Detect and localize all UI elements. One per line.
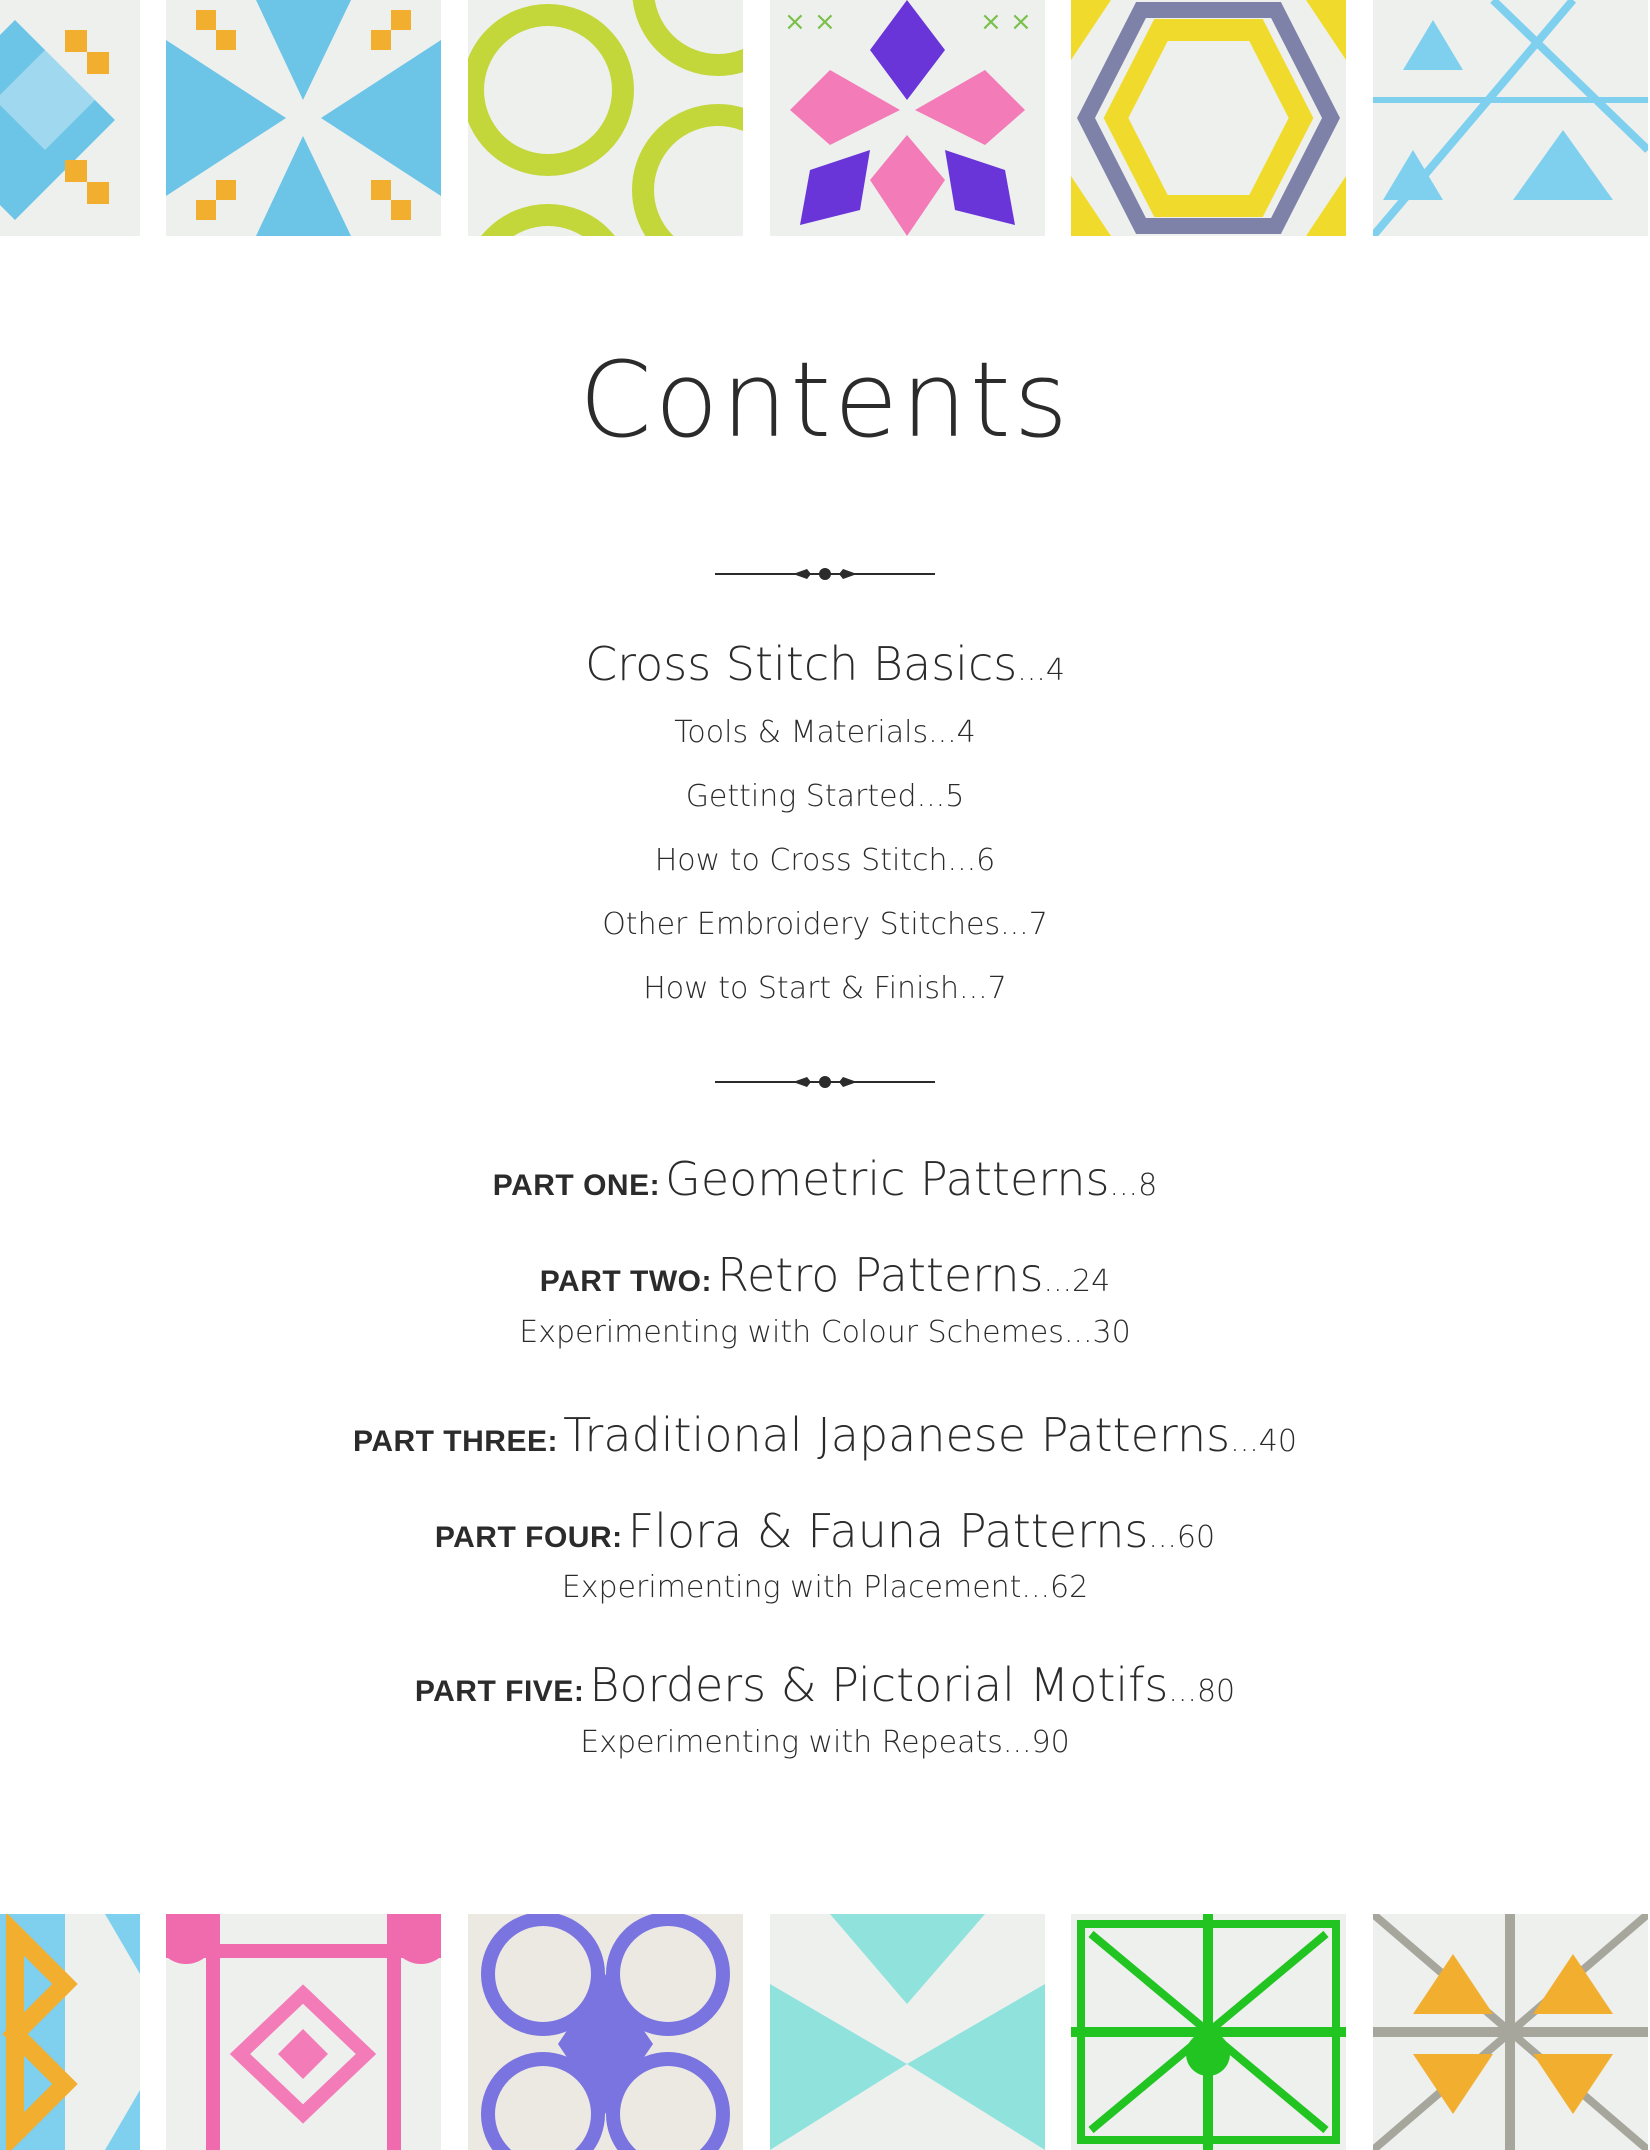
toc-part-five[interactable] — [0, 1658, 1650, 1712]
toc-item-start-finish[interactable]: How to Start & Finish...7 — [643, 971, 1007, 1006]
blue-orange-pattern-icon — [0, 0, 140, 236]
basics-heading[interactable] — [0, 637, 1650, 691]
part-title: Flora & Fauna Patterns — [627, 1504, 1149, 1558]
toc-item-other-stitches[interactable]: Other Embroidery Stitches...7 — [602, 907, 1048, 942]
part-page: ...60 — [1148, 1520, 1216, 1555]
svg-text:× ×: × × — [980, 7, 1032, 37]
part-label: PART FOUR: — [434, 1521, 623, 1554]
blue-triangles-pattern-icon — [1373, 0, 1648, 236]
basics-title: Cross Stitch Basics — [585, 637, 1018, 691]
toc-part-three[interactable] — [0, 1408, 1650, 1462]
part-label: PART THREE: — [353, 1425, 558, 1458]
toc-part-two[interactable] — [0, 1248, 1650, 1302]
toc-part-one[interactable] — [0, 1152, 1650, 1206]
part-title: Retro Patterns — [717, 1248, 1044, 1302]
ornament-divider-icon — [715, 1072, 935, 1092]
part-title: Traditional Japanese Patterns — [563, 1408, 1231, 1462]
orange-blue-pattern-icon — [0, 1914, 140, 2150]
toc-part-four[interactable] — [0, 1504, 1650, 1558]
part-page: ...40 — [1230, 1424, 1297, 1459]
part-label: PART FIVE: — [414, 1675, 585, 1708]
gray-orange-pattern-icon — [1373, 1914, 1648, 2150]
toc-item-how-to-cross-stitch[interactable]: How to Cross Stitch...6 — [654, 843, 996, 878]
part-page: ...80 — [1168, 1674, 1236, 1709]
toc-item-colour-schemes[interactable]: Experimenting with Colour Schemes...30 — [519, 1315, 1131, 1350]
part-label: PART ONE: — [492, 1169, 661, 1202]
toc-item-repeats[interactable]: Experimenting with Repeats...90 — [580, 1725, 1070, 1760]
green-snowflake-pattern-icon — [1071, 1914, 1346, 2150]
svg-text:× ×: × × — [784, 7, 836, 37]
top-pattern-strip — [0, 0, 1650, 236]
toc-item-tools-materials[interactable]: Tools & Materials...4 — [674, 715, 976, 750]
pink-purple-flower-pattern-icon — [770, 0, 1045, 236]
pink-lattice-pattern-icon — [166, 1914, 441, 2150]
toc-item-getting-started[interactable]: Getting Started...5 — [685, 779, 965, 814]
part-page: ...8 — [1109, 1168, 1158, 1203]
part-title: Borders & Pictorial Motifs — [589, 1658, 1169, 1712]
part-label: PART TWO: — [539, 1265, 712, 1298]
part-page: ...24 — [1043, 1264, 1111, 1299]
ornament-divider-icon — [715, 564, 935, 584]
basics-page: ...4 — [1017, 653, 1065, 688]
bottom-pattern-strip — [0, 1914, 1650, 2150]
page-title: Contents — [579, 339, 1071, 461]
part-title: Geometric Patterns — [665, 1152, 1110, 1206]
blue-orange-star-pattern-icon — [166, 0, 441, 236]
toc-item-placement[interactable]: Experimenting with Placement...62 — [561, 1570, 1089, 1605]
yellow-honeycomb-pattern-icon — [1071, 0, 1346, 236]
aqua-triangles-pattern-icon — [770, 1914, 1045, 2150]
purple-flower-pattern-icon — [468, 1914, 743, 2150]
lime-circles-pattern-icon — [468, 0, 743, 236]
